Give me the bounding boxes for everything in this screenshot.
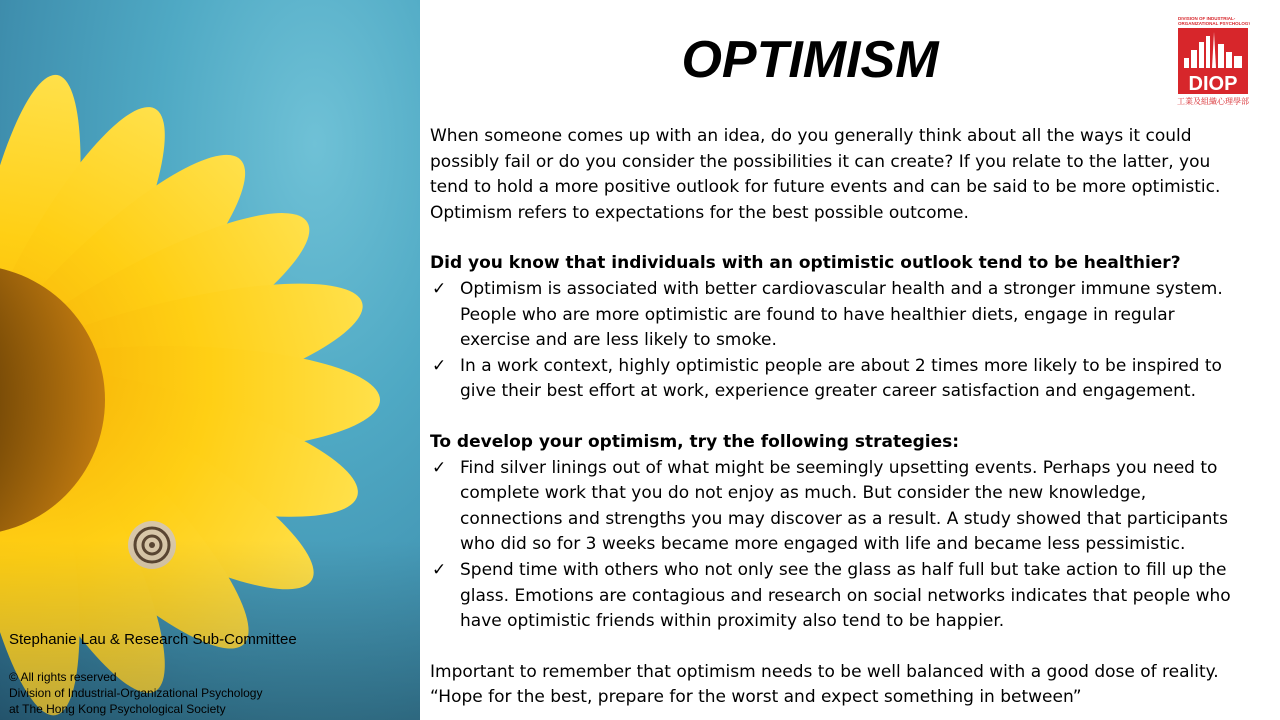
closing-note: Important to remember that optimism needs to be well balanced with a good dose of reality. xyxy=(430,661,1219,682)
checkmark-icon: ✓ xyxy=(432,457,447,478)
sunflower-illustration xyxy=(0,0,420,720)
list-item-text: Find silver linings out of what might be seemingly upsetting events. Perhaps you need to complete work that you do not enjoy as much. But consider the new knowledge, connections and strengths you may discover as a result. A study showed that participants who did so for 3 weeks became more engaged with life and became less pessimistic. xyxy=(460,457,1228,555)
credit-author: Stephanie Lau & Research Sub-Committee xyxy=(9,631,297,648)
logo-bottom-text: 工業及組織心理學部 xyxy=(1177,97,1249,106)
checkmark-icon: ✓ xyxy=(432,355,447,376)
intro-paragraph: When someone comes up with an idea, do you generally think about all the ways it could possibly fail or do you consider the possibilities it can create? If you relate to the latter, you tend to hold a more positive outlook for future events and can be said to be more optimistic. Optimism refers to expectations for the best possible outcome. xyxy=(430,126,1221,223)
article-body xyxy=(430,124,1250,711)
closing-quote: “Hope for the best, prepare for the worst and expect something in between” xyxy=(430,687,1082,708)
strategies-list xyxy=(430,456,1250,635)
checkmark-icon: ✓ xyxy=(432,278,447,299)
logo-top-text-1: DIVISION OF INDUSTRIAL- xyxy=(1178,16,1236,21)
page-title: OPTIMISM xyxy=(681,31,939,89)
list-item-text: Optimism is associated with better cardiovascular health and a stronger immune system. People who are more optimistic are found to have healthier diets, engage in regular exercise and are less likely to smoke. xyxy=(460,278,1223,351)
credit-rights-block xyxy=(9,669,262,717)
division-name: Division of Industrial-Organizational Psychology xyxy=(9,686,263,700)
list-item-text: In a work context, highly optimistic people are about 2 times more likely to be inspired to give their best effort at work, experience greater career satisfaction and engagement. xyxy=(460,355,1222,402)
section-health-heading: Did you know that individuals with an optimistic outlook tend to be healthier? xyxy=(430,253,1181,274)
rights-reserved: © All rights reserved xyxy=(9,670,117,684)
logo-letters: DIOP xyxy=(1188,73,1238,95)
logo-top-text-2: ORGANIZATIONAL PSYCHOLOGY xyxy=(1178,21,1250,26)
list-item xyxy=(430,558,1250,635)
sunflower-photo xyxy=(0,0,420,720)
diop-logo xyxy=(1176,14,1250,106)
list-item xyxy=(430,456,1250,558)
list-item xyxy=(430,277,1250,354)
list-item xyxy=(430,354,1250,405)
health-list xyxy=(430,277,1250,405)
list-item-text: Spend time with others who not only see the glass as half full but take action to fill up the glass. Emotions are contagious and research on social networks indicates that people who have optimistic friends within proximity also tend to be happier. xyxy=(460,559,1231,632)
society-name: at The Hong Kong Psychological Society xyxy=(9,702,226,716)
section-strategies-heading: To develop your optimism, try the following strategies: xyxy=(430,431,960,452)
diop-logo-graphic xyxy=(1176,14,1250,106)
checkmark-icon: ✓ xyxy=(432,559,447,580)
